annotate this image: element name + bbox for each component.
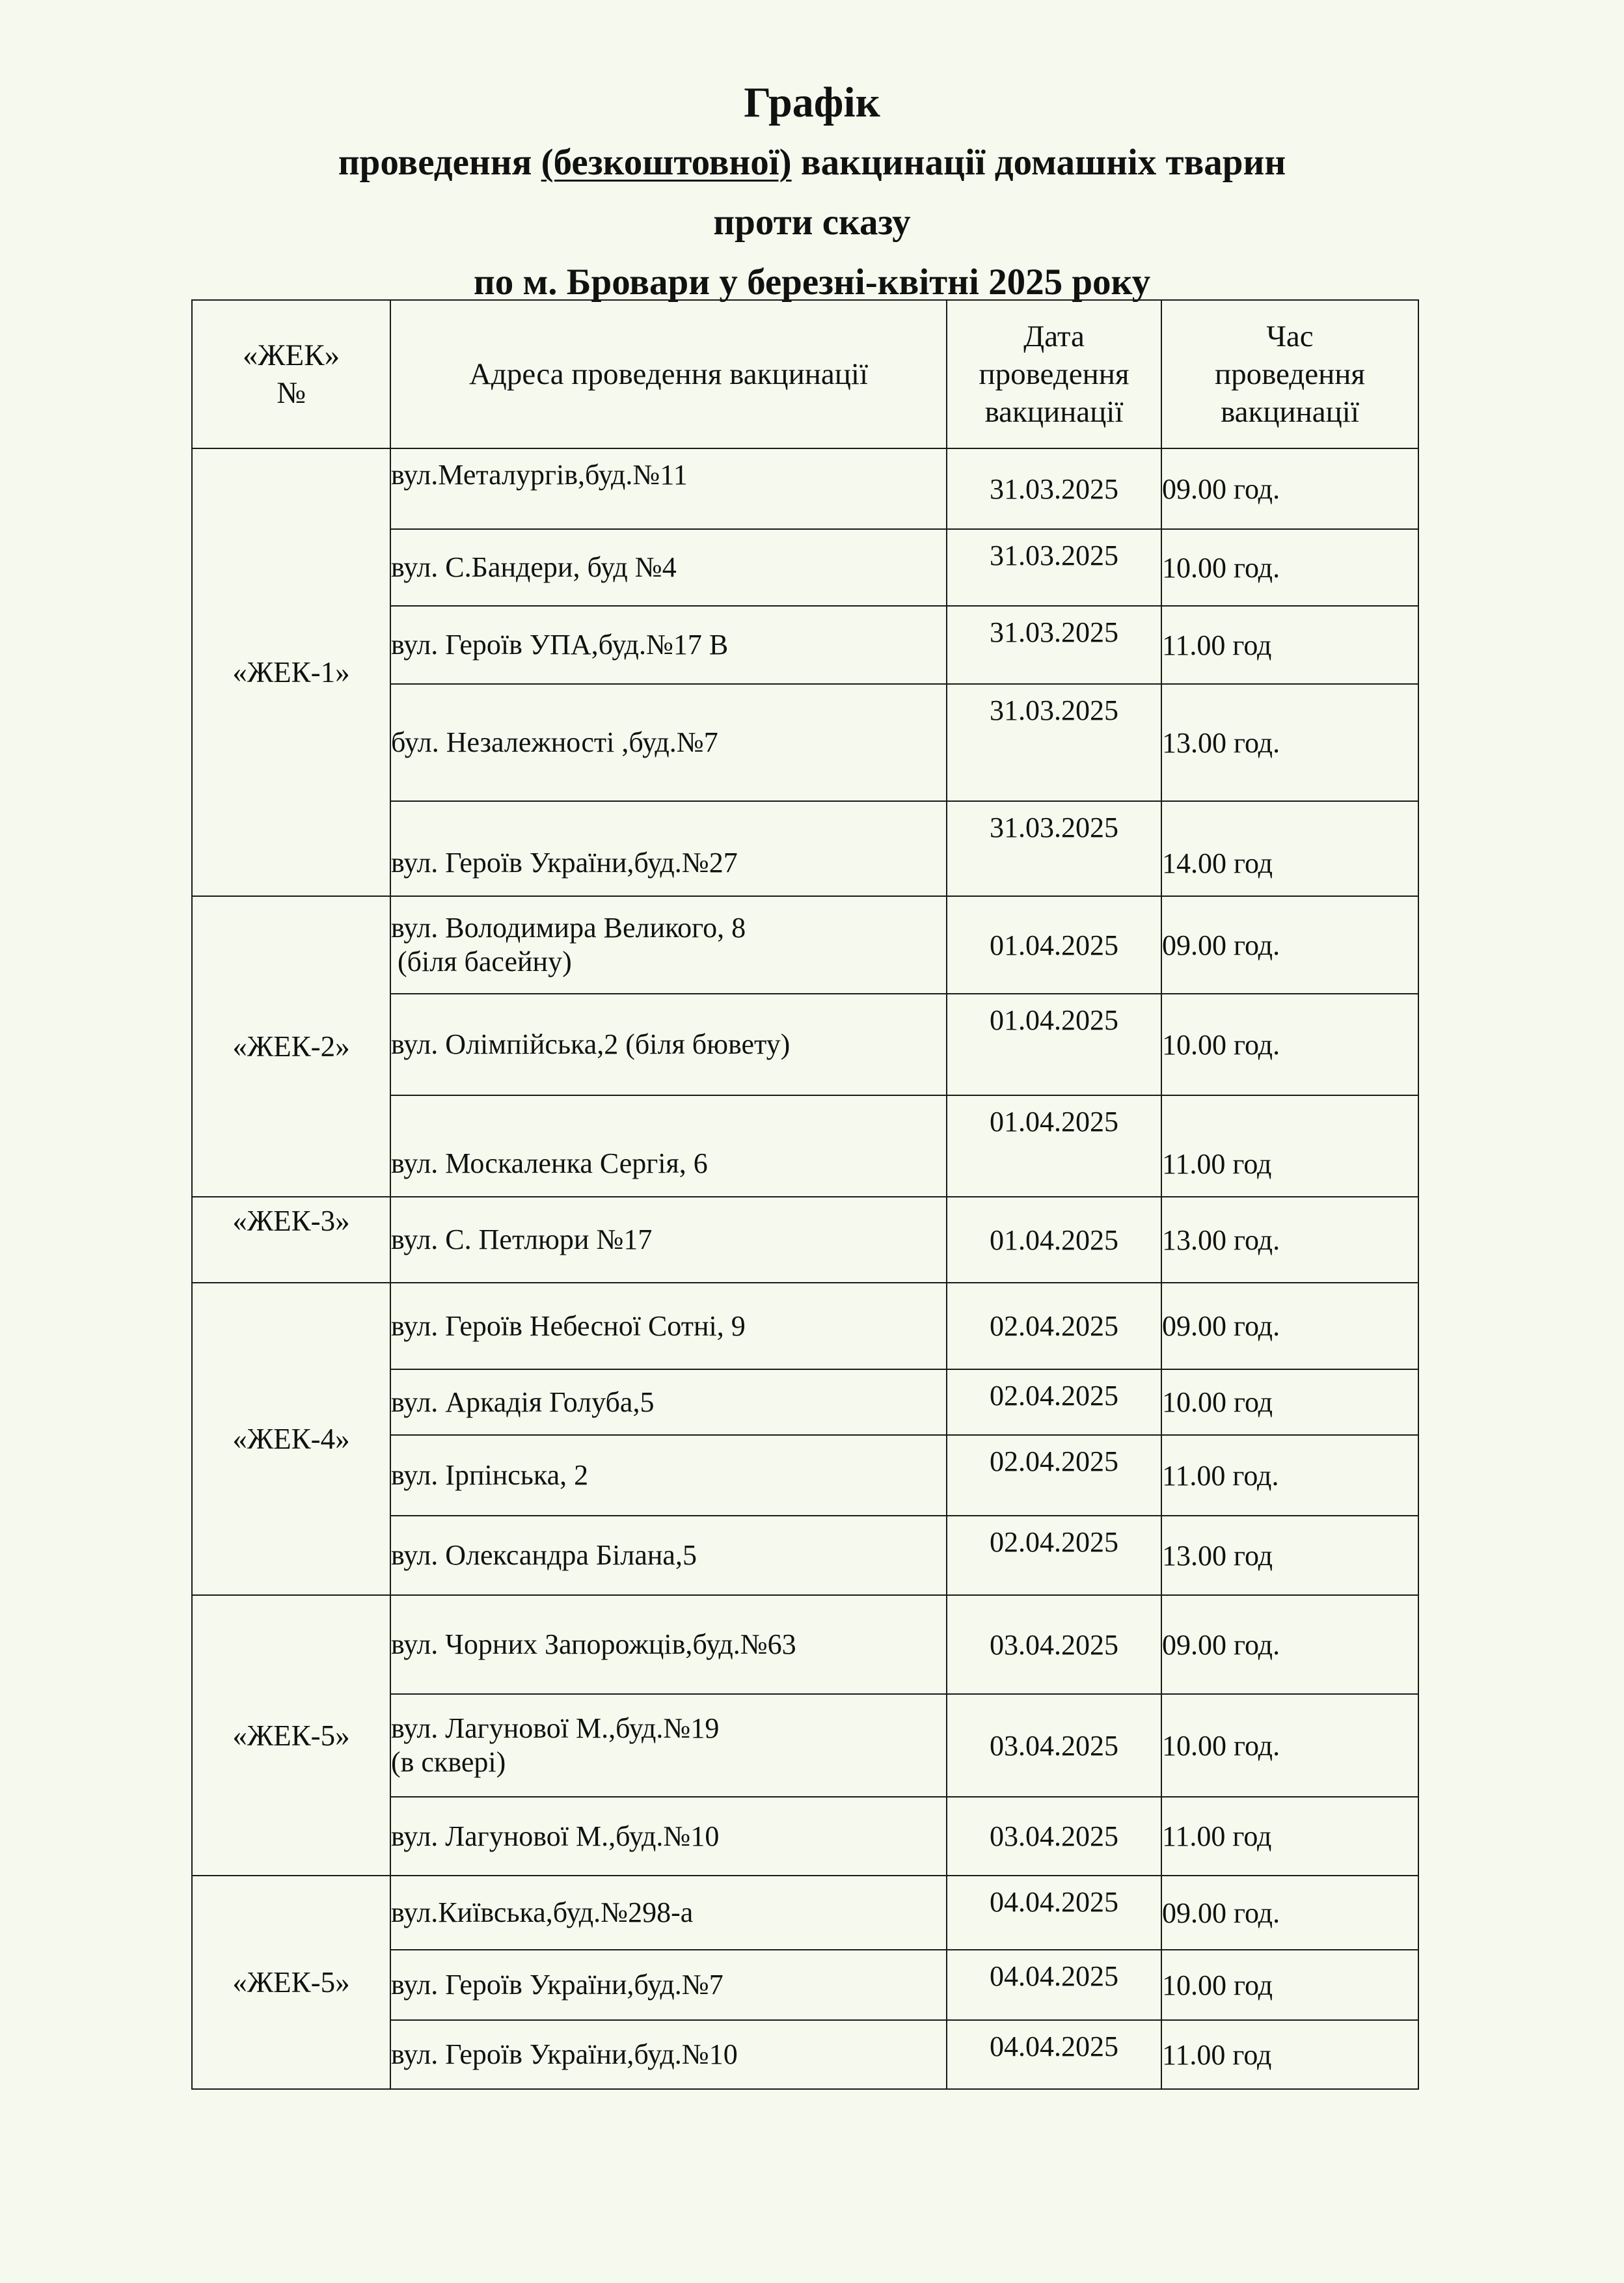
address-cell: вул. Героїв Небесної Сотні, 9 [390,1283,947,1369]
address-note: (в сквері) [391,1746,506,1778]
time-cell: 10.00 год. [1161,994,1418,1095]
address-cell: вул. Чорних Запорожців,буд.№63 [390,1595,947,1694]
date-cell: 03.04.2025 [947,1694,1161,1797]
address-text: вул. Володимира Великого, 8 [391,912,746,944]
date-cell: 02.04.2025 [947,1283,1161,1369]
header-time-line2: проведення [1214,357,1365,391]
address-text: вул. Лагунової М.,буд.№19 [391,1712,720,1744]
date-cell: 01.04.2025 [947,1197,1161,1283]
time-cell: 10.00 год [1161,1369,1418,1435]
subtitle-line-2: проти сказу [713,202,911,243]
address-cell: вул.Київська,буд.№298-а [390,1876,947,1950]
address-cell: вул. Олександра Білана,5 [390,1516,947,1595]
table-row [192,1595,1418,1694]
time-cell: 11.00 год [1161,606,1418,684]
date-cell: 31.03.2025 [947,684,1161,801]
time-cell: 11.00 год [1161,2020,1418,2089]
address-cell: вул. Москаленка Сергія, 6 [390,1095,947,1197]
time-cell: 09.00 год. [1161,448,1418,529]
table-row [192,1283,1418,1369]
address-cell: вул.Металургів,буд.№11 [390,448,947,529]
address-cell: вул. Героїв УПА,буд.№17 В [390,606,947,684]
address-cell: вул. Аркадія Голуба,5 [390,1369,947,1435]
table-row [192,1197,1418,1283]
header-date-line3: вакцинації [984,395,1124,429]
address-cell: вул. Героїв України,буд.№27 [390,801,947,896]
address-note: (біля басейну) [398,946,572,977]
date-cell: 31.03.2025 [947,448,1161,529]
document-header [0,73,1624,312]
date-cell: 31.03.2025 [947,529,1161,606]
address-cell: вул. Героїв України,буд.№10 [390,2020,947,2089]
subtitle-line-1 [0,133,1624,193]
time-cell: 13.00 год [1161,1516,1418,1595]
date-cell: 02.04.2025 [947,1516,1161,1595]
address-cell: вул. Лагунової М.,буд.№10 [390,1797,947,1876]
time-cell: 10.00 год [1161,1950,1418,2020]
date-cell: 03.04.2025 [947,1797,1161,1876]
subtitle-prefix: проведення [338,142,541,183]
time-cell: 11.00 год [1161,1797,1418,1876]
table-row [192,896,1418,994]
address-cell [390,896,947,994]
header-zhek [192,300,390,448]
table-row [192,448,1418,529]
header-zhek-line1: «ЖЕК» [242,338,340,372]
time-cell: 09.00 год. [1161,1595,1418,1694]
subtitle-suffix: вакцинації домашніх тварин [791,142,1286,183]
table-header-row [192,300,1418,448]
date-cell: 01.04.2025 [947,896,1161,994]
header-date [947,300,1161,448]
date-cell: 04.04.2025 [947,1950,1161,2020]
date-cell: 01.04.2025 [947,1095,1161,1197]
subtitle-underlined: (безкоштовної) [541,142,792,183]
header-address: Адреса проведення вакцинації [390,300,947,448]
time-cell: 14.00 год [1161,801,1418,896]
date-cell: 31.03.2025 [947,606,1161,684]
header-zhek-line2: № [277,376,306,410]
zhek-cell: «ЖЕК-5» [192,1876,390,2089]
vaccination-schedule-table [191,299,1419,2090]
date-cell: 04.04.2025 [947,2020,1161,2089]
zhek-cell: «ЖЕК-2» [192,896,390,1197]
address-cell: вул. С. Петлюри №17 [390,1197,947,1283]
date-cell: 03.04.2025 [947,1595,1161,1694]
time-cell: 10.00 год. [1161,1694,1418,1797]
subtitle-line-3: по м. Бровари у березні-квітні 2025 року [473,262,1151,303]
zhek-cell: «ЖЕК-5» [192,1595,390,1876]
date-cell: 31.03.2025 [947,801,1161,896]
address-cell: бул. Незалежності ,буд.№7 [390,684,947,801]
date-cell: 02.04.2025 [947,1369,1161,1435]
header-time-line1: Час [1266,320,1314,353]
address-cell: вул. Олімпійська,2 (біля бювету) [390,994,947,1095]
time-cell: 09.00 год. [1161,1283,1418,1369]
zhek-cell: «ЖЕК-3» [192,1197,390,1283]
time-cell: 09.00 год. [1161,896,1418,994]
time-cell: 13.00 год. [1161,1197,1418,1283]
header-time-line3: вакцинації [1221,395,1359,429]
time-cell: 13.00 год. [1161,684,1418,801]
table-row [192,1876,1418,1950]
header-time [1161,300,1418,448]
address-cell: вул. С.Бандери, буд №4 [390,529,947,606]
date-cell: 02.04.2025 [947,1435,1161,1516]
time-cell: 11.00 год. [1161,1435,1418,1516]
header-date-line1: Дата [1023,320,1085,353]
address-cell [390,1694,947,1797]
address-cell: вул. Ірпінська, 2 [390,1435,947,1516]
address-cell: вул. Героїв України,буд.№7 [390,1950,947,2020]
date-cell: 01.04.2025 [947,994,1161,1095]
zhek-cell: «ЖЕК-4» [192,1283,390,1595]
time-cell: 09.00 год. [1161,1876,1418,1950]
header-date-line2: проведення [979,357,1130,391]
time-cell: 10.00 год. [1161,529,1418,606]
time-cell: 11.00 год [1161,1095,1418,1197]
document-title: Графік [744,79,880,126]
zhek-cell: «ЖЕК-1» [192,448,390,896]
date-cell: 04.04.2025 [947,1876,1161,1950]
